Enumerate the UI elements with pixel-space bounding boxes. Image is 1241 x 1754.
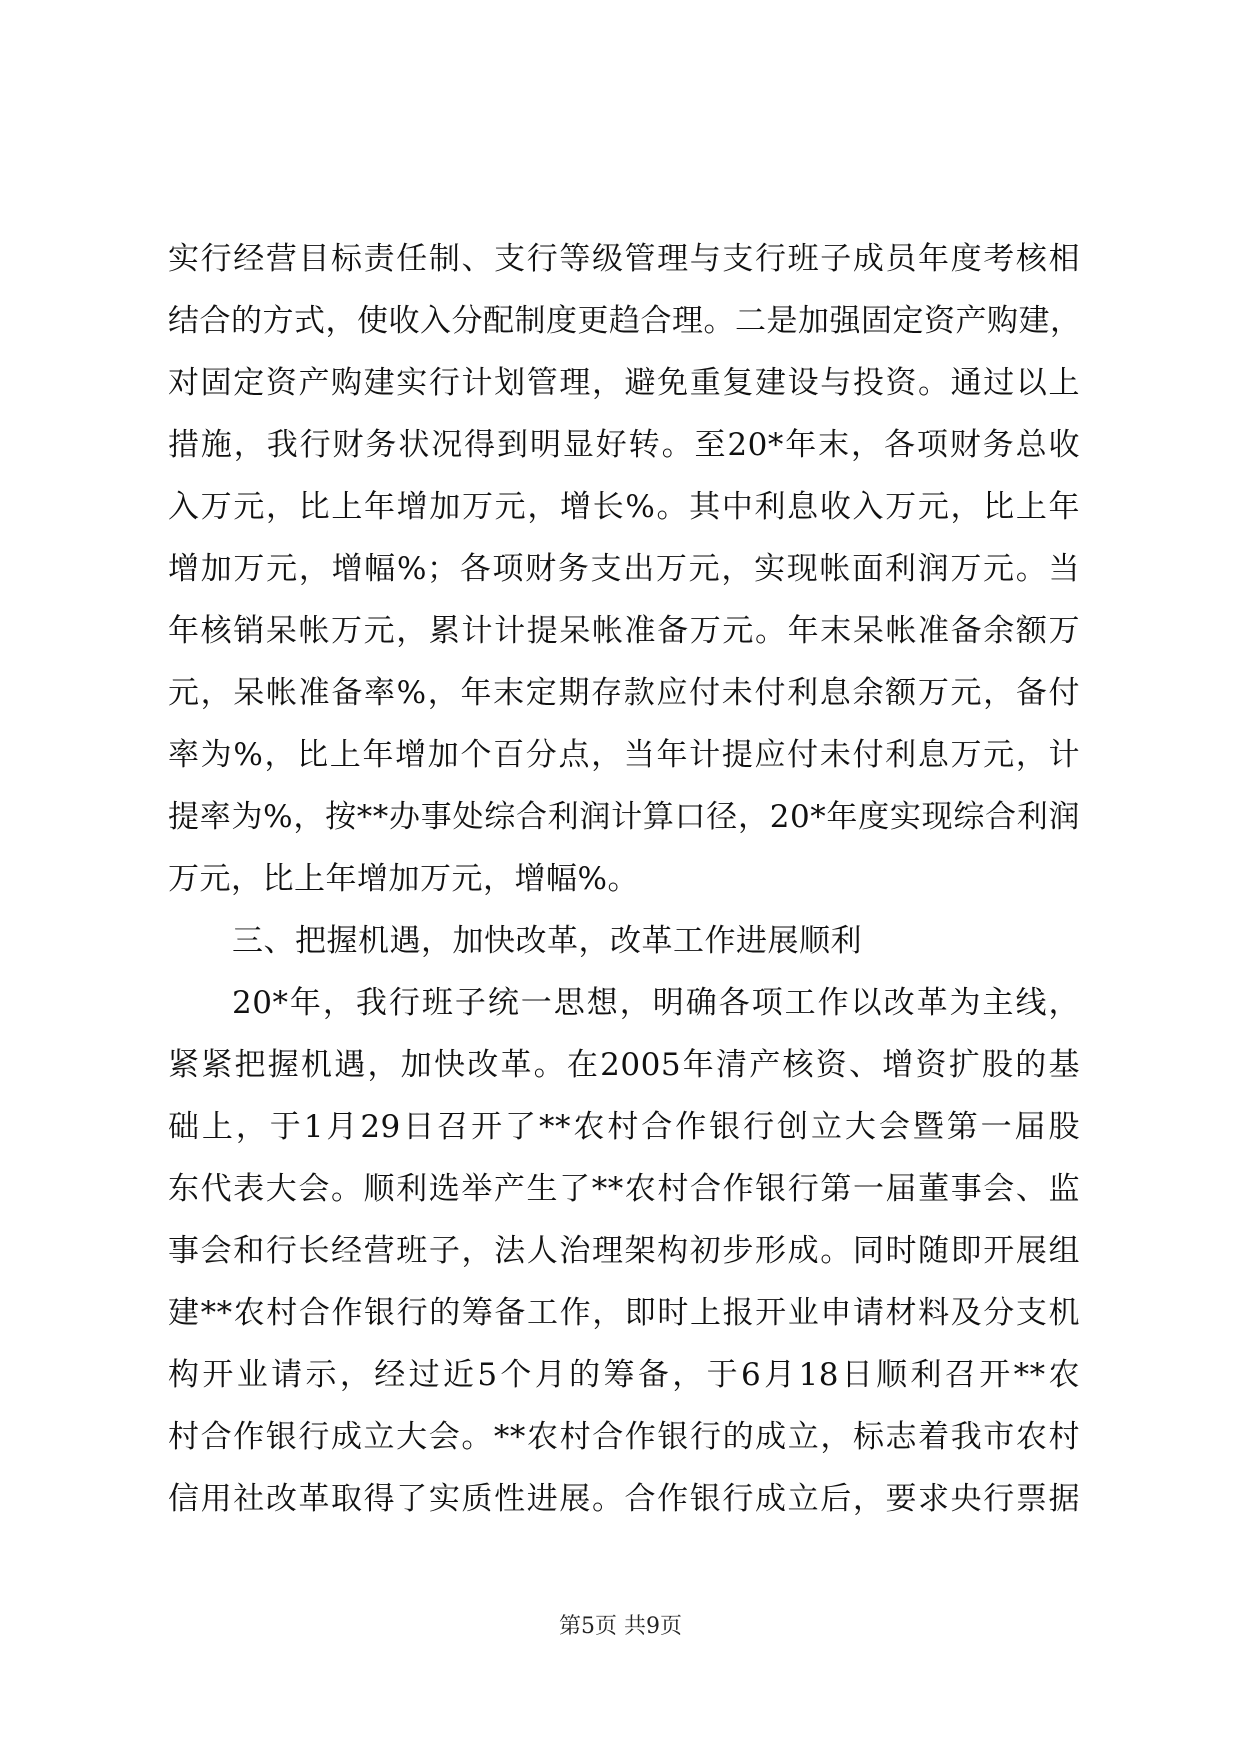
page-footer: 第5页 共9页 (559, 1614, 682, 1639)
text-line: 措施，我行财务状况得到明显好转。至20*年末，各项财务总收 (168, 427, 1080, 463)
text-line: 率为%，比上年增加个百分点，当年计提应付未付利息万元，计 (168, 737, 1080, 773)
text-line: 构开业请示，经过近5个月的筹备，于6月18日顺利召开**农 (168, 1357, 1080, 1393)
text-line: 结合的方式，使收入分配制度更趋合理。二是加强固定资产购建， (168, 303, 1082, 339)
text-line: 建**农村合作银行的筹备工作，即时上报开业申请材料及分支机 (168, 1295, 1080, 1331)
text-line: 础上，于1月29日召开了**农村合作银行创立大会暨第一届股 (168, 1109, 1080, 1145)
text-line: 增加万元，增幅%；各项财务支出万元，实现帐面利润万元。当 (168, 551, 1080, 587)
text-line: 村合作银行成立大会。**农村合作银行的成立，标志着我市农村 (168, 1419, 1080, 1455)
text-line: 紧紧把握机遇，加快改革。在2005年清产核资、增资扩股的基 (168, 1047, 1080, 1083)
text-line: 万元，比上年增加万元，增幅%。 (168, 861, 639, 897)
section-heading: 三、把握机遇，加快改革，改革工作进展顺利 (232, 923, 862, 959)
text-line: 对固定资产购建实行计划管理，避免重复建设与投资。通过以上 (168, 365, 1080, 401)
text-line: 东代表大会。顺利选举产生了**农村合作银行第一届董事会、监 (168, 1171, 1080, 1207)
text-line: 信用社改革取得了实质性进展。合作银行成立后，要求央行票据 (168, 1481, 1080, 1517)
text-line: 实行经营目标责任制、支行等级管理与支行班子成员年度考核相 (168, 241, 1080, 277)
text-line: 20*年，我行班子统一思想，明确各项工作以改革为主线， (232, 985, 1080, 1021)
text-line: 事会和行长经营班子，法人治理架构初步形成。同时随即开展组 (168, 1233, 1080, 1269)
text-line: 提率为%，按**办事处综合利润计算口径，20*年度实现综合利润 (168, 799, 1080, 835)
text-line: 元，呆帐准备率%，年末定期存款应付未付利息余额万元，备付 (168, 675, 1080, 711)
text-line: 年核销呆帐万元，累计计提呆帐准备万元。年末呆帐准备余额万 (168, 613, 1080, 649)
text-line: 入万元，比上年增加万元，增长%。其中利息收入万元，比上年 (168, 489, 1080, 525)
body-text (168, 228, 1080, 1530)
